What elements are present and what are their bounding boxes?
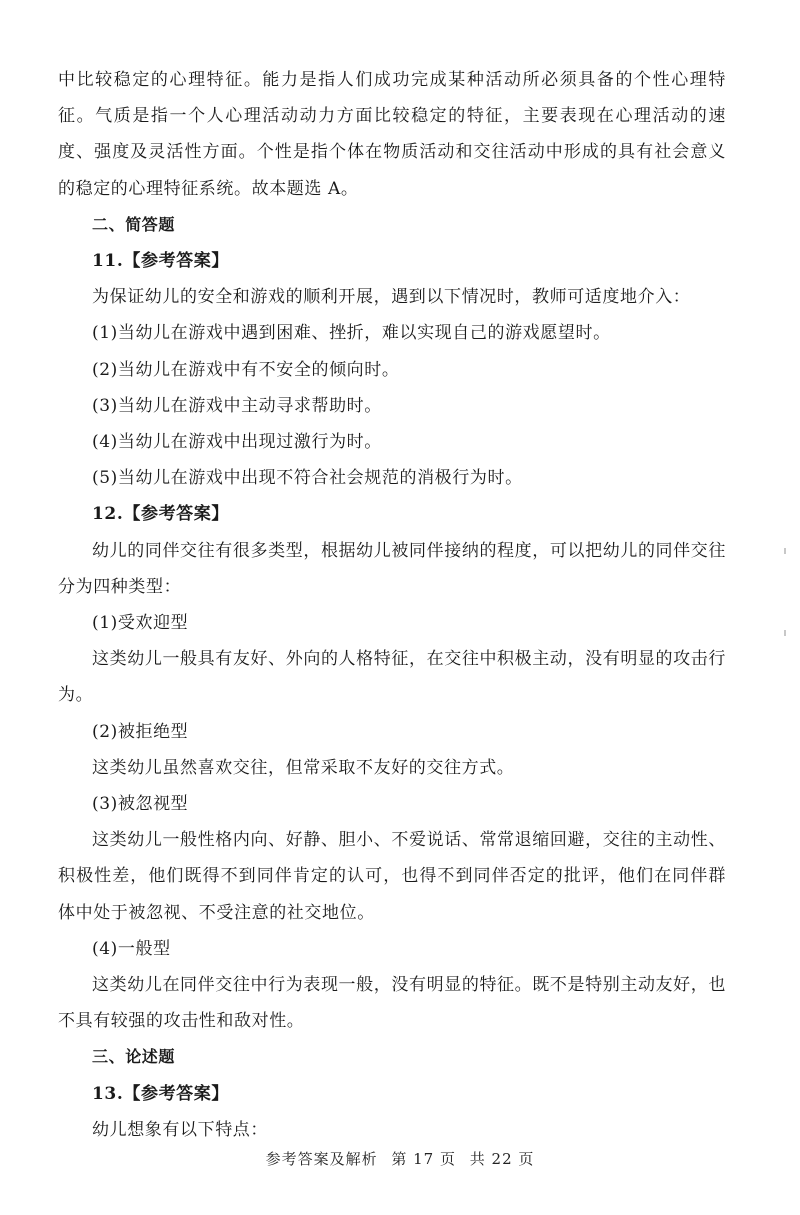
- list-item-11-3: (3)当幼儿在游戏中主动寻求帮助时。: [92, 395, 382, 416]
- footer-doc-label: 参考答案及解析: [265, 1150, 378, 1168]
- paragraph-intro-12: 幼儿的同伴交往有很多类型，根据幼儿被同伴接纳的程度，可以把幼儿的同伴交往分为四种类型：: [58, 540, 726, 597]
- type-heading-popular: (1)受欢迎型: [92, 613, 189, 634]
- section-heading-essay: 三、论述题: [92, 1047, 176, 1067]
- type-desc-rejected: 这类幼儿虽然喜欢交往，但常采取不友好的交往方式。: [92, 757, 515, 778]
- page-content: [58, 62, 726, 1148]
- paragraph-intro-13: 幼儿想象有以下特点：: [92, 1119, 268, 1140]
- footer-total-pages: 共 22 页: [469, 1150, 535, 1168]
- type-heading-average: (4)一般型: [92, 938, 171, 959]
- type-desc-neglected: 这类幼儿一般性格内向、好静、胆小、不爱说话、常常退缩回避，交往的主动性、积极性差，他们既得不到同伴肯定的认可，也得不到同伴否定的批评，他们在同伴群体中处于被忽视、不受注意的社交地位。: [58, 830, 726, 923]
- list-item-11-2: (2)当幼儿在游戏中有不安全的倾向时。: [92, 359, 400, 380]
- list-item-11-5: (5)当幼儿在游戏中出现不符合社会规范的消极行为时。: [92, 468, 523, 489]
- scan-speck: [784, 548, 786, 554]
- answer-label-12: 12.【参考答案】: [92, 504, 229, 525]
- type-desc-average: 这类幼儿在同伴交往中行为表现一般，没有明显的特征。既不是特别主动友好，也不具有较强的攻击性和敌对性。: [58, 975, 726, 1032]
- list-item-11-4: (4)当幼儿在游戏中出现过激行为时。: [92, 432, 382, 453]
- page-footer: [0, 1148, 800, 1169]
- type-desc-popular: 这类幼儿一般具有友好、外向的人格特征，在交往中积极主动，没有明显的攻击行为。: [58, 649, 726, 706]
- answer-label-11: 11.【参考答案】: [92, 251, 229, 272]
- footer-page-number: 第 17 页: [391, 1150, 456, 1168]
- section-heading-short-answer: 二、简答题: [92, 214, 176, 234]
- paragraph-intro-11: 为保证幼儿的安全和游戏的顺利开展，遇到以下情况时，教师可适度地介入：: [92, 287, 691, 308]
- paragraph-continuation: 中比较稳定的心理特征。能力是指人们成功完成某种活动所必须具备的个性心理特征。气质是指一个人心理活动动力方面比较稳定的特征，主要表现在心理活动的速度、强度及灵活性方面。个性是指个体在物质活动和交往活动中形成的具有社会意义的稳定的心理特征系统。故本题选 A。: [58, 70, 726, 199]
- scan-speck: [784, 630, 786, 636]
- list-item-11-1: (1)当幼儿在游戏中遇到困难、挫折，难以实现自己的游戏愿望时。: [92, 323, 611, 344]
- type-heading-rejected: (2)被拒绝型: [92, 721, 189, 742]
- type-heading-neglected: (3)被忽视型: [92, 794, 189, 815]
- answer-label-13: 13.【参考答案】: [92, 1083, 229, 1104]
